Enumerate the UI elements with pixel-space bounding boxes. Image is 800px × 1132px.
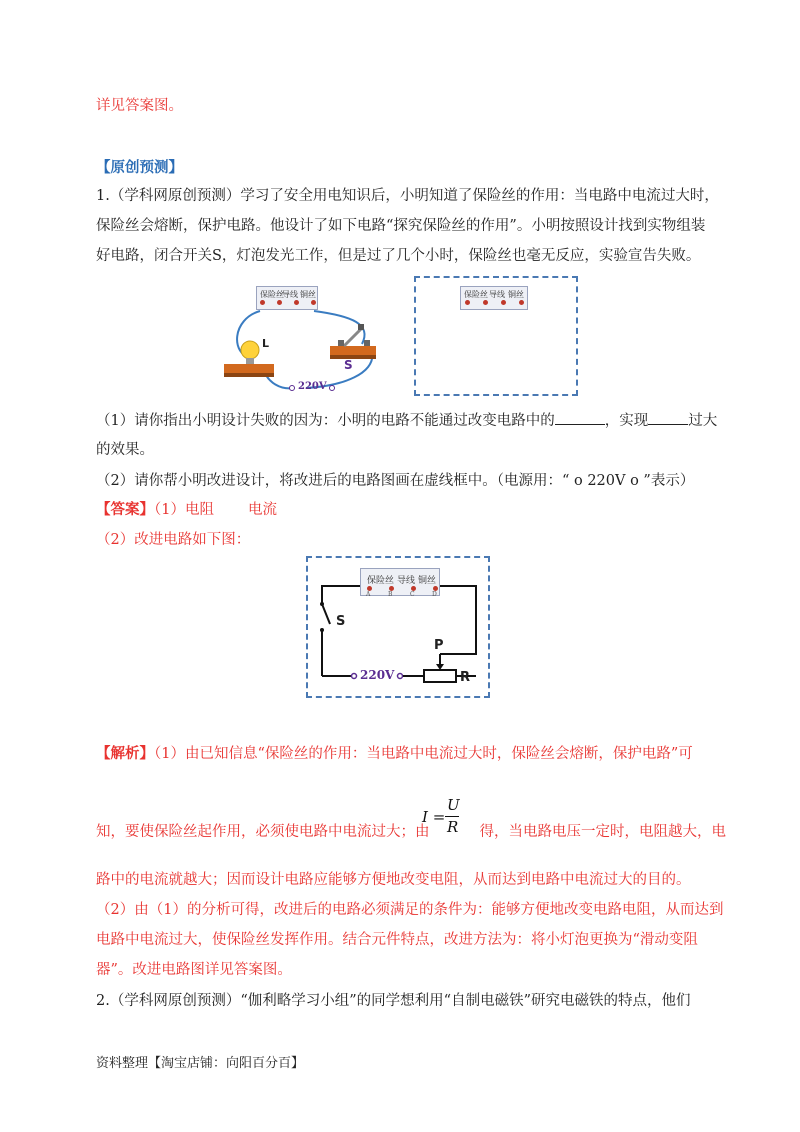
answer-line-2: （2）改进电路如下图： [96, 532, 251, 548]
panel-label-fuse: 保险丝 [260, 290, 284, 299]
q1-sub1 [96, 410, 717, 431]
page-footer: 资料整理【淘宝店铺：向阳百分百】 [96, 1056, 305, 1071]
answer-line-1 [96, 500, 277, 520]
fuse-panel-3 [360, 568, 440, 596]
terminal-dot [501, 300, 506, 305]
terminal-label-d: D [432, 591, 437, 598]
formula-numerator: U [447, 796, 460, 814]
terminal-label-b: B [388, 591, 393, 598]
q2-line-1: 2.（学科网原创预测）“伽利略学习小组”的同学想利用“自制电磁铁”研究电磁铁的特点，他们 [96, 993, 691, 1009]
panel-label-copper: 铜丝 [508, 290, 524, 299]
q1-sub1-cont: 的效果。 [96, 442, 154, 458]
terminal-dot [519, 300, 524, 305]
terminal-label-a: A [366, 591, 371, 598]
analysis-text-2a: 知，要使保险丝起作用，必须使电路中电流过大；由 [96, 824, 430, 840]
slider-label: P [434, 638, 444, 653]
top-note: 详见答案图。 [96, 98, 183, 114]
blank-1 [555, 410, 605, 425]
panel-label-wire: 导线 [397, 576, 416, 586]
q1-line-3: 好电路，闭合开关S，灯泡发光工作，但是过了几个小时，保险丝也毫无反应，实验宣告失败。 [96, 248, 701, 264]
analysis-tag: 【解析】 [96, 745, 154, 762]
terminal-dot [260, 300, 265, 305]
fuse-panel-2 [460, 286, 528, 310]
switch-label: S [344, 358, 353, 372]
resistor-label: R [460, 670, 471, 685]
source-label: 220V [298, 381, 327, 392]
switch-label: S [336, 614, 346, 629]
panel-label-copper: 铜丝 [418, 576, 437, 586]
q1-line-1: 1.（学科网原创预测）学习了安全用电知识后，小明知道了保险丝的作用：当电路中电流过大时， [96, 188, 719, 204]
answer-1-first: （1）电阻 [154, 502, 214, 518]
panel-label-fuse: 保险丝 [464, 290, 488, 299]
analysis-text-1: （1）由已知信息“保险丝的作用：当电路中电流过大时，保险丝会熔断，保护电路”可 [154, 746, 693, 762]
panel-label-copper: 铜丝 [300, 290, 316, 299]
blank-2 [648, 410, 688, 425]
formula-denominator: R [447, 818, 459, 836]
terminal-dot [277, 300, 282, 305]
analysis-line-6: 器”。改进电路图详见答案图。 [96, 962, 292, 978]
fuse-panel-1 [256, 286, 318, 310]
q1-sub1-text-c: 过大 [688, 413, 718, 429]
improved-circuit-figure [306, 556, 490, 698]
analysis-line-2 [96, 822, 726, 842]
panel-label-wire: 导线 [489, 290, 505, 299]
analysis-line-4: （2）由（1）的分析可得，改进后的电路必须满足的条件为：能够方便地改变电路电阻，从而达到 [96, 902, 724, 918]
fraction-bar [445, 816, 459, 817]
analysis-text-2b: 得，当电路电压一定时，电阻越大，电 [479, 824, 726, 840]
answer-tag: 【答案】 [96, 501, 154, 518]
terminal-dot [465, 300, 470, 305]
panel-label-wire: 导线 [282, 290, 298, 299]
q1-sub1-text-b: ，实现 [604, 413, 649, 429]
section-title: 【原创预测】 [96, 159, 183, 176]
terminal-dot [483, 300, 488, 305]
answer-drawing-box [414, 276, 578, 396]
source-label: 220V [360, 668, 395, 682]
formula-lhs: I = [422, 808, 446, 826]
analysis-line-1 [96, 744, 693, 764]
lamp-label: L [262, 337, 270, 350]
analysis-line-5: 电路中电流过大，使保险丝发挥作用。结合元件特点，改进方法为：将小灯泡更换为“滑动变阻 [96, 932, 698, 948]
terminal-dot [294, 300, 299, 305]
terminal-label-c: C [410, 591, 415, 598]
terminal-dot [311, 300, 316, 305]
q1-sub1-text-a: （1）请你指出小明设计失败的因为：小明的电路不能通过改变电路中的 [96, 413, 555, 429]
answer-1-second: 电流 [247, 502, 277, 518]
q1-line-2: 保险丝会熔断，保护电路。他设计了如下电路“探究保险丝的作用”。小明按照设计找到实物组装 [96, 218, 706, 234]
q1-sub2: （2）请你帮小明改进设计，将改进后的电路图画在虚线框中。（电源用：“ o 220V o ”表示） [96, 473, 695, 489]
analysis-line-3: 路中的电流就越大；因而设计电路应能够方便地改变电阻，从而达到电路中电流过大的目的。 [96, 872, 691, 888]
panel-label-fuse: 保险丝 [367, 576, 395, 586]
physical-circuit-figure [222, 284, 380, 398]
